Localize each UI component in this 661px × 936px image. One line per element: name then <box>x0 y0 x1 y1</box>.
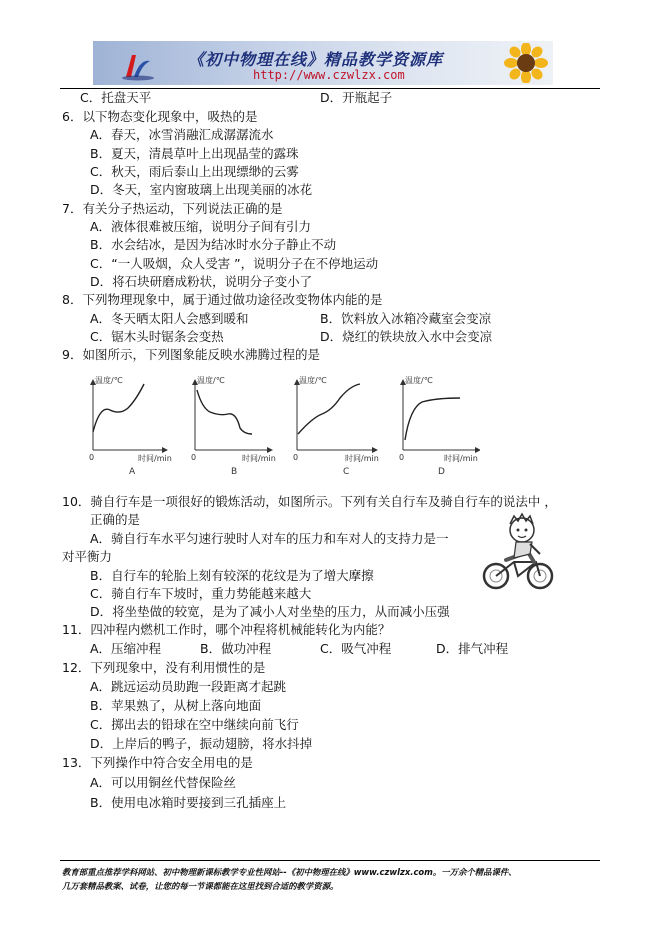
q8-stem: 8．下列物理现象中，属于通过做功途径改变物体内能的是 <box>62 292 383 307</box>
q12-option-b: B．苹果熟了，从树上落向地面 <box>90 698 262 713</box>
graph-c <box>293 375 379 477</box>
graph-c-ylabel: 温度/℃ <box>299 376 327 385</box>
graph-b-ylabel: 温度/℃ <box>197 376 225 385</box>
graph-d-caption: D <box>438 467 445 477</box>
q6-option-b: B．夏天，清晨草叶上出现晶莹的露珠 <box>90 146 299 161</box>
q9-graphs <box>60 370 480 480</box>
q6-option-d: D．冬天，室内窗玻璃上出现美丽的冰花 <box>90 182 313 197</box>
banner-url[interactable]: http://www.czwlzx.com <box>253 68 405 82</box>
q5-option-d: D．开瓶起子 <box>320 90 393 105</box>
graph-c-origin: 0 <box>293 453 299 462</box>
q11-stem: 11．四冲程内燃机工作时，哪个冲程将机械能转化为内能？ <box>62 622 391 637</box>
q7-option-b: B．水会结冰，是因为结冰时水分子静止不动 <box>90 237 337 252</box>
cyclist-illustration <box>480 512 560 592</box>
graph-b-origin: 0 <box>191 453 197 462</box>
q13-option-b: B．使用电冰箱时要接到三孔插座上 <box>90 795 287 810</box>
q10-option-c: C．骑自行车下坡时，重力势能越来越大 <box>90 586 312 601</box>
header-rule <box>60 88 600 89</box>
graph-b <box>191 375 276 477</box>
site-logo-icon <box>118 47 158 81</box>
q12-option-c: C．掷出去的铅球在空中继续向前飞行 <box>90 717 299 732</box>
q11-option-a: A．压缩冲程 <box>90 641 162 656</box>
q11-option-b: B．做功冲程 <box>200 641 272 656</box>
q13-option-a: A．可以用铜丝代替保险丝 <box>90 775 237 790</box>
footer-rule <box>60 860 600 861</box>
q10-option-d: D．将坐垫做的较宽，是为了减小人对坐垫的压力，从而减小压强 <box>90 604 450 619</box>
q5-option-c: C．托盘天平 <box>80 90 152 105</box>
graph-d <box>399 375 478 477</box>
q7-option-c: C．“一人吸烟，众人受害 ”，说明分子在不停地运动 <box>90 256 379 271</box>
q6-option-c: C．秋天，雨后泰山上出现缥缈的云雾 <box>90 164 299 179</box>
q12-option-a: A．跳远运动员助跑一段距离才起跳 <box>90 679 287 694</box>
graph-d-origin: 0 <box>399 453 405 462</box>
graph-a-ylabel: 温度/℃ <box>95 376 123 385</box>
q7-option-d: D．将石块研磨成粉状，说明分子变小了 <box>90 274 313 289</box>
q8-option-b: B．饮料放入冰箱冷藏室会变凉 <box>320 311 492 326</box>
footer-line-1: 教育部重点推荐学科网站、初中物理新课标教学专业性网站--《初中物理在线》www.czwlzx.com。一万余个精品课件、 <box>62 867 517 877</box>
graph-a-caption: A <box>129 467 136 477</box>
q12-option-d: D．上岸后的鸭子，振动翅膀，将水抖掉 <box>90 736 313 751</box>
q10-option-b: B．自行车的轮胎上刻有较深的花纹是为了增大摩擦 <box>90 568 374 583</box>
q6-option-a: A．春天，冰雪消融汇成潺潺流水 <box>90 127 274 142</box>
q6-stem: 6．以下物态变化现象中，吸热的是 <box>62 109 258 124</box>
q11-option-d: D．排气冲程 <box>436 641 509 656</box>
q7-stem: 7．有关分子热运动，下列说法正确的是 <box>62 201 283 216</box>
graph-a-origin: 0 <box>89 453 95 462</box>
q8-option-d: D．烧红的铁块放入水中会变凉 <box>320 329 493 344</box>
q7-option-a: A．液体很难被压缩，说明分子间有引力 <box>90 219 312 234</box>
q10-option-a: A．骑自行车水平匀速行驶时人对车的压力和车对人的支持力是一 <box>90 531 449 546</box>
graph-b-caption: B <box>231 467 238 477</box>
q9-stem: 9．如图所示，下列图象能反映水沸腾过程的是 <box>62 347 320 362</box>
q8-option-c: C．锯木头时锯条会变热 <box>90 329 224 344</box>
q10-stem-cont: 正确的是 <box>90 512 141 527</box>
graph-d-xlabel: 时间/min <box>444 454 478 463</box>
q10-option-a-cont: 对平衡力 <box>62 549 113 564</box>
graph-a-xlabel: 时间/min <box>138 454 172 463</box>
graph-c-caption: C <box>343 467 350 477</box>
graph-d-ylabel: 温度/℃ <box>405 376 433 385</box>
banner-title: 《初中物理在线》精品教学资源库 <box>188 50 444 69</box>
graph-c-xlabel: 时间/min <box>345 454 379 463</box>
q12-stem: 12．下列现象中，没有利用惯性的是 <box>62 660 266 675</box>
q8-option-a: A．冬天晒太阳人会感到暖和 <box>90 311 249 326</box>
graph-a <box>89 375 172 477</box>
footer-line-2: 几万套精品教案、试卷，让您的每一节课都能在这里找到合适的教学资源。 <box>62 881 339 891</box>
q13-stem: 13．下列操作中符合安全用电的是 <box>62 755 253 770</box>
header-banner <box>93 41 553 85</box>
q10-stem: 10．骑自行车是一项很好的锻炼活动，如图所示。下列有关自行车及骑自行车的说法中 ， <box>62 494 557 509</box>
graph-b-xlabel: 时间/min <box>242 454 276 463</box>
sunflower-icon <box>503 43 549 83</box>
q11-option-c: C．吸气冲程 <box>320 641 392 656</box>
